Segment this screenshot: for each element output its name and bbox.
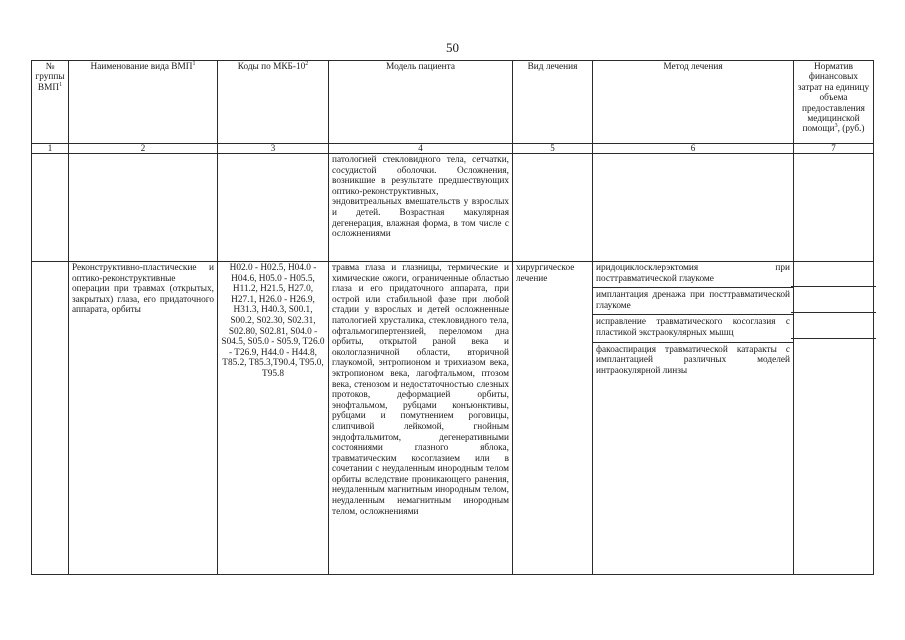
treatment-method-item: факоаспирация травматической катаракты с имплантацией различных моделей интраокулярной линзы <box>593 342 793 380</box>
treatment-method-item: иридоциклосклерэктомия при посттравматической глаукоме <box>596 263 790 284</box>
cost-subcell <box>791 262 876 286</box>
patient-model-cell: травма глаза и глазницы, термические и химические ожоги, ограниченные областью глаза и его придаточного аппарата, при острой или стабильной фазе при любой стадии у взрослых и детей осложненные патологией хрусталика, стекловидного тела, офтальмогипертензией, переломом дна орбиты, открытой раной века и окологлазничной области, вторичной глаукомой, энтропионом и трихиазом века, эктропионом века, лагофтальмом, птозом века, стенозом и недостаточностью слезных протоков, деформацией орбиты, энофтальмом, рубцами конъюнктивы, рубцами и помутнением роговицы, слипчивой лейкомой, гнойным эндофтальмитом, дегенеративными состояниями глазного яблока, травматическим косоглазием или в сочетании с неудаленным инородным телом орбиты вследствие проникающего ранения, неудаленным магнитным инородным телом, неудаленным немагнитным инородным телом, осложнениями <box>329 262 513 575</box>
treatment-type-cell <box>513 154 593 262</box>
vmp-name-cell <box>69 154 218 262</box>
treatment-method-item: имплантация дренажа при посттравматической глаукоме <box>593 287 793 314</box>
header-patient-model: Модель пациента <box>329 61 513 144</box>
page-number: 50 <box>446 40 459 55</box>
group-number-cell <box>32 154 69 262</box>
patient-model-cell: патологией стекловидного тела, сетчатки, сосудистой оболочки. Осложнения, возникшие в результате предшествующих оптико-реконструктивных, эндовитреальных вмешательств у взрослых и детей. Возрастная макулярная дегенерация, влажная форма, в том числе с осложнениями <box>329 154 513 262</box>
cost-subcell <box>791 338 876 364</box>
header-cost-standard: Норматив финансовых затрат на единицу объема предоставления медицинской помощи$^3$, (руб.) <box>794 61 874 144</box>
table-row-continued <box>32 154 874 262</box>
column-number: 2 <box>69 144 218 154</box>
column-number: 4 <box>329 144 513 154</box>
treatment-method-cell <box>593 154 794 262</box>
column-number: 1 <box>32 144 69 154</box>
cost-cell <box>794 262 874 575</box>
header-icd-codes: Коды по МКБ-$10^2$ <box>218 61 329 144</box>
column-number: 3 <box>218 144 329 154</box>
cost-subcell <box>791 312 876 338</box>
treatment-method-cell <box>593 262 794 575</box>
header-vmp-name: Наименование вида ВМП$^1$ <box>69 61 218 144</box>
table-row <box>32 262 874 575</box>
column-number: 5 <box>513 144 593 154</box>
icd-codes-cell <box>218 154 329 262</box>
icd-codes-cell: H02.0 - H02.5, H04.0 - H04.6, H05.0 - H05.5, H11.2, H21.5, H27.0, H27.1, H26.0 - H26.9, H31.3, H40.3, S00.1, S00.2, S02.30, S02.31, S02.80, S02.81, S04.0 - S04.5, S05.0 - S05.9, T26.0 - T26.9, H44.0 - H44.8, T85.2, T85.3,T90.4, T95.0, T95.8 <box>218 262 329 575</box>
header-treatment-method: Метод лечения <box>593 61 794 144</box>
column-number-row <box>32 144 874 154</box>
column-number: 7 <box>794 144 874 154</box>
column-number: 6 <box>593 144 794 154</box>
treatment-type-cell: хирургическое лечение <box>513 262 593 575</box>
header-row <box>32 61 874 144</box>
vmp-name-cell: Реконструктивно-пластические и оптико-реконструктивные операции при травмах (открытых, закрытых) глаза, его придаточного аппарата, орбиты <box>69 262 218 575</box>
header-group-number: № группы ВМП$^1$ <box>32 61 69 144</box>
treatment-method-item: исправление травматического косоглазия с пластикой экстраокулярных мышц <box>593 314 793 341</box>
cost-cell <box>794 154 874 262</box>
group-number-cell <box>32 262 69 575</box>
vmp-table <box>31 60 874 575</box>
cost-subcell <box>791 286 876 312</box>
header-treatment-type: Вид лечения <box>513 61 593 144</box>
